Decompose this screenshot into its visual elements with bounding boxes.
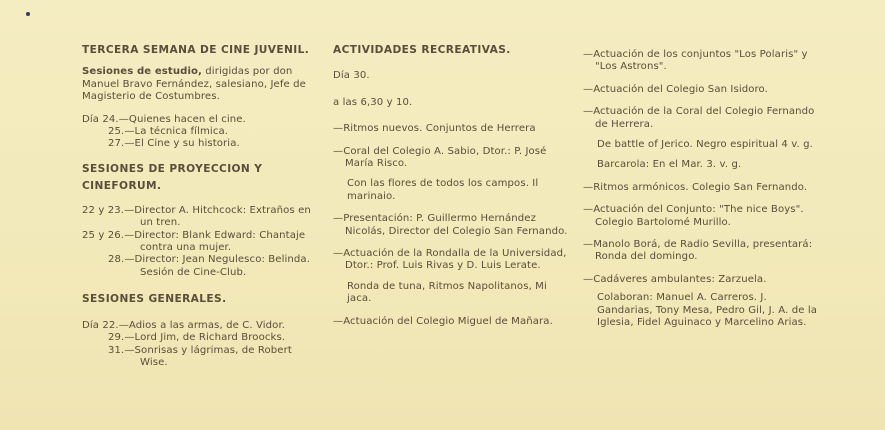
general-item: 29.—Lord Jim, de Richard Broocks. [108, 332, 286, 344]
activity-item: —Actuación del Conjunto: "The nice Boys". Colegio Bartolomé Murillo. [583, 204, 804, 228]
general-item: 31.—Sonrisas y lágrimas, de Robert Wise. [108, 344, 292, 368]
projection-item: 22 y 23.—Director A. Hitchcock: Extraños en un tren. [82, 204, 311, 229]
activity-item: —Actuación de los conjuntos "Los Polaris" y "Los Astrons". [583, 49, 808, 73]
column-activities-continued [583, 49, 823, 330]
column-cinema [82, 44, 322, 369]
activity-item: —Manolo Borá, de Radio Sevilla, presentará: Ronda del domingo. [583, 239, 813, 263]
activity-item: —Actuación del Colegio San Isidoro. [583, 83, 768, 95]
study-item: 25.—La técnica fílmica. [108, 126, 229, 138]
activity-item: —Ritmos nuevos. Conjuntos de Herrera [333, 123, 536, 135]
credits: Colaboran: Manuel A. Carreros. J. Gandarias, Tony Mesa, Pedro Gil, J. A. de la Iglesia, Fidel Aguinaco y Marcelino Arias. [597, 292, 818, 329]
activity-subitem: Con las flores de todos los campos. Il marinaio. [347, 178, 539, 202]
activity-item: —Coral del Colegio A. Sabio, Dtor.: P. José María Risco. [333, 145, 547, 170]
activity-item: —Presentación: P. Guillermo Hernández Nicolás, Director del Colegio San Fernando. [333, 213, 568, 237]
study-item: Día 24.—Quienes hacen el cine. [82, 113, 246, 125]
study-intro-text: dirigidas por don Manuel Bravo Fernández, salesiano, Jefe de Magisterio de Costumbres. [82, 66, 306, 103]
heading-general: SESIONES GENERALES. [82, 293, 227, 306]
projection-item: 28.—Director: Jean Negulesco: Belinda. Sesión de Cine-Club. [108, 254, 311, 278]
activity-item: —Actuación de la Coral del Colegio Fernando de Herrera. [583, 106, 815, 130]
general-item: Día 22.—Adios a las armas, de C. Vidor. [82, 319, 286, 331]
activity-time: a las 6,30 y 10. [333, 96, 413, 108]
activity-subitem: De battle of Jerico. Negro espiritual 4 v. g. [597, 139, 813, 151]
heading-activities: ACTIVIDADES RECREATIVAS. [333, 44, 511, 56]
column-activities [333, 44, 569, 328]
study-intro-bold: Sesiones de estudio, [82, 66, 202, 78]
study-intro [82, 66, 322, 103]
study-item: 27.—El Cine y su historia. [108, 138, 240, 150]
activity-item: —Cadáveres ambulantes: Zarzuela. [583, 273, 767, 285]
heading-cinema-week: TERCERA SEMANA DE CINE JUVENIL. [82, 44, 310, 56]
projection-item: 25 y 26.—Director: Blank Edward: Chantaje contra una mujer. [82, 229, 306, 254]
ink-dot [26, 12, 30, 16]
activity-subitem: Barcarola: En el Mar. 3. v. g. [597, 159, 742, 171]
activity-item: —Ritmos armónicos. Colegio San Fernando. [583, 181, 808, 193]
heading-projection: SESIONES DE PROYECCION Y CINEFORUM. [82, 162, 263, 192]
activity-item: —Actuación del Colegio Miguel de Mañara. [333, 315, 553, 327]
activity-item: —Actuación de la Rondalla de la Universidad, Dtor.: Prof. Luis Rivas y D. Luis Lerate. [333, 248, 567, 272]
activity-day: Día 30. [333, 70, 370, 82]
activity-subitem: Ronda de tuna, Ritmos Napolitanos, Mi jaca. [347, 280, 547, 305]
